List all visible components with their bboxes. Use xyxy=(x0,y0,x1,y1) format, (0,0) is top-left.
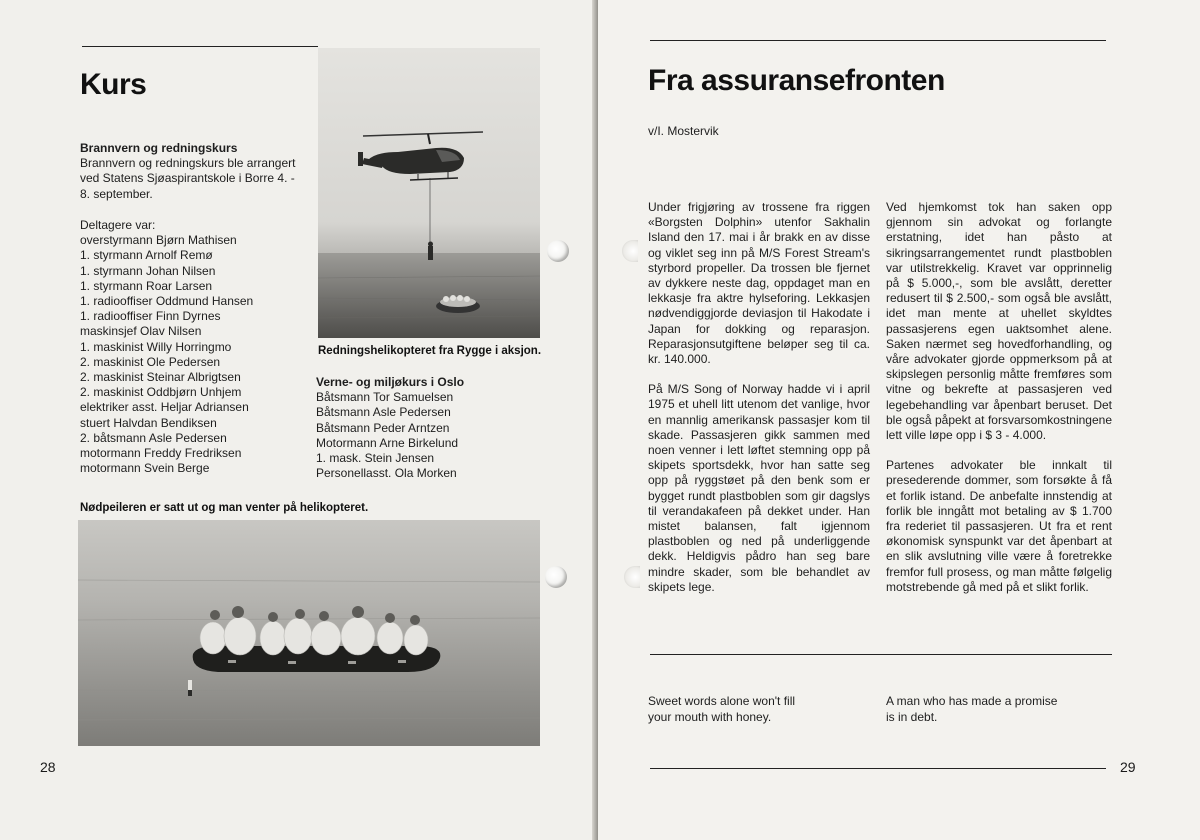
proverb-line: is in debt. xyxy=(886,709,938,724)
participant-item: motormann Freddy Fredriksen xyxy=(80,446,242,461)
page-number-left: 28 xyxy=(40,759,56,775)
participant-item: stuert Halvdan Bendiksen xyxy=(80,415,217,430)
raft-photo xyxy=(78,520,540,746)
page-title: Kurs xyxy=(80,68,147,101)
punch-hole xyxy=(547,240,569,262)
participant-item: 1. styrmann Arnolf Remø xyxy=(80,248,213,263)
top-rule xyxy=(650,40,1106,41)
course1-heading: Brannvern og redningskurs xyxy=(80,141,238,155)
course1-text-line: 8. september. xyxy=(80,186,153,201)
quote-divider xyxy=(650,654,1112,655)
course2-participant: Båtsmann Tor Samuelsen xyxy=(316,390,454,405)
article-paragraph: På M/S Song of Norway hadde vi i april 1975 et uhell litt utenom det vanlige, hvor en mannlig amerikansk passasjer kom til skade. Passasjeren gikk sammen med noen venner i lett løftet stemning opp på skipets sportsdekk, hvor han satte seg opp på ryggstøet på den benk som er bygget rundt plastboblen som gir dagslys til verandakafeen på dekket under. Han mistet balansen, falt igjennom plastboblen og ned på underliggende dekk. Heldigvis pådro han seg bare mindre skader, som ble behandlet av skipets lege. xyxy=(648,382,870,594)
byline: v/I. Mostervik xyxy=(648,124,719,138)
photo2-caption: Nødpeileren er satt ut og man venter på helikopteret. xyxy=(80,502,369,514)
article-column-1 xyxy=(648,200,870,610)
participant-item: elektriker asst. Heljar Adriansen xyxy=(80,400,249,415)
proverb-line: A man who has made a promise xyxy=(886,694,1058,708)
course2-participant: Personellasst. Ola Morken xyxy=(316,466,457,481)
participant-item: 1. maskinist Willy Horringmo xyxy=(80,339,232,354)
proverb-line: Sweet words alone won't fill xyxy=(648,694,796,708)
top-rule xyxy=(82,46,318,47)
participants-list xyxy=(80,218,320,476)
bottom-rule xyxy=(650,768,1106,769)
participant-item: maskinsjef Olav Nilsen xyxy=(80,324,202,339)
participants-heading: Deltagere var: xyxy=(80,218,156,232)
article-paragraph: Partenes advokater ble innkalt til presederende dommer, som forsøkte å få et forlik istand. De anbefalte innstendig at forlik ble inngått mot betaling av $ 1.700 fra rederiet til passasjeren. Ut fra et rent økonomisk synspunkt var det åpenbart at en slik avslutning ville være å foretrekke fremfor full prosess, og man måtte følgelig motstrebende gå med på et slikt forlik. xyxy=(886,458,1112,594)
participant-item: 1. radiooffiser Oddmund Hansen xyxy=(80,294,254,309)
participant-item: overstyrmann Bjørn Mathisen xyxy=(80,233,237,248)
course1-section xyxy=(80,141,305,202)
course2-participant: Motormann Arne Birkelund xyxy=(316,435,459,450)
participant-item: 2. maskinist Ole Pedersen xyxy=(80,354,221,369)
course2-participant: Båtsmann Peder Arntzen xyxy=(316,420,450,435)
participant-item: 1. styrmann Johan Nilsen xyxy=(80,263,216,278)
right-page xyxy=(598,0,1200,840)
article-paragraph: Under frigjøring av trossene fra riggen «Borgsten Dolphin» utenfor Sakhalin Island den 17. mai i år brakk en av disse og viklet seg inn på M/S Forest Stream's styrbord propeller. Da trossen ble fjernet av dykkere neste dag, oppdaget man en lekkasje fra aktre hylseforing. Lekkasjen nødvendiggjorde deviasjon til Hakodate i Japan for dokking og reparasjon. Reparasjonsutgiftene beløper seg til ca. kr. 140.000. xyxy=(648,200,870,367)
article-column-2 xyxy=(886,200,1112,610)
page-number-right: 29 xyxy=(1120,759,1136,775)
punch-hole xyxy=(545,566,567,588)
course1-text-line: ved Statens Sjøaspirantskole i Borre 4. - xyxy=(80,171,295,186)
photo1-caption: Redningshelikopteret fra Rygge i aksjon. xyxy=(318,345,542,357)
participant-item: 1. radiooffiser Finn Dyrnes xyxy=(80,309,221,324)
article-paragraph: Ved hjemkomst tok han saken opp gjennom sin advokat og forlangte erstatning, idet han påsto at sikringsarrangementet rundt plastboblen var utilstrekkelig. Kravet var opprinnelig på $ 5.000,-, som ble avslått, deretter redusert til $ 2.500,- som også ble avslått, idet man mente at uhellet skyldtes passasjerens egen uaktsomhet alene. Saken nærmet seg hovedforhandling, og våre advokater gjorde oppmerksom på at skipslegen personlig måtte fremføres som vitne og bekrefte at passasjeren ved legebehandling var åpenbart beruset. Det ble også påpekt at forsvarsomkostningene lett ville løpe opp i $ 3 - 4.000. xyxy=(886,200,1112,443)
proverb-left xyxy=(648,694,795,725)
helicopter-photo-image xyxy=(318,48,540,338)
participant-item: motormann Svein Berge xyxy=(80,461,210,476)
course2-participant: Båtsmann Asle Pedersen xyxy=(316,405,451,420)
course2-participant: 1. mask. Stein Jensen xyxy=(316,451,435,466)
participant-item: 2. maskinist Oddbjørn Unhjem xyxy=(80,385,242,400)
proverb-right xyxy=(886,694,1057,725)
helicopter-photo xyxy=(318,48,540,338)
course2-section xyxy=(316,375,526,481)
punch-hole xyxy=(624,566,640,588)
proverb-line: your mouth with honey. xyxy=(648,709,772,724)
participant-item: 1. styrmann Roar Larsen xyxy=(80,278,213,293)
raft-photo-image xyxy=(78,520,540,746)
participant-item: 2. maskinist Steinar Albrigtsen xyxy=(80,370,241,385)
left-page xyxy=(0,0,596,840)
course2-heading: Verne- og miljøkurs i Oslo xyxy=(316,375,465,389)
punch-hole xyxy=(622,240,638,262)
participant-item: 2. båtsmann Asle Pedersen xyxy=(80,430,227,445)
course1-text-line: Brannvern og redningskurs ble arrangert xyxy=(80,156,296,171)
article-title: Fra assuransefronten xyxy=(648,64,945,97)
